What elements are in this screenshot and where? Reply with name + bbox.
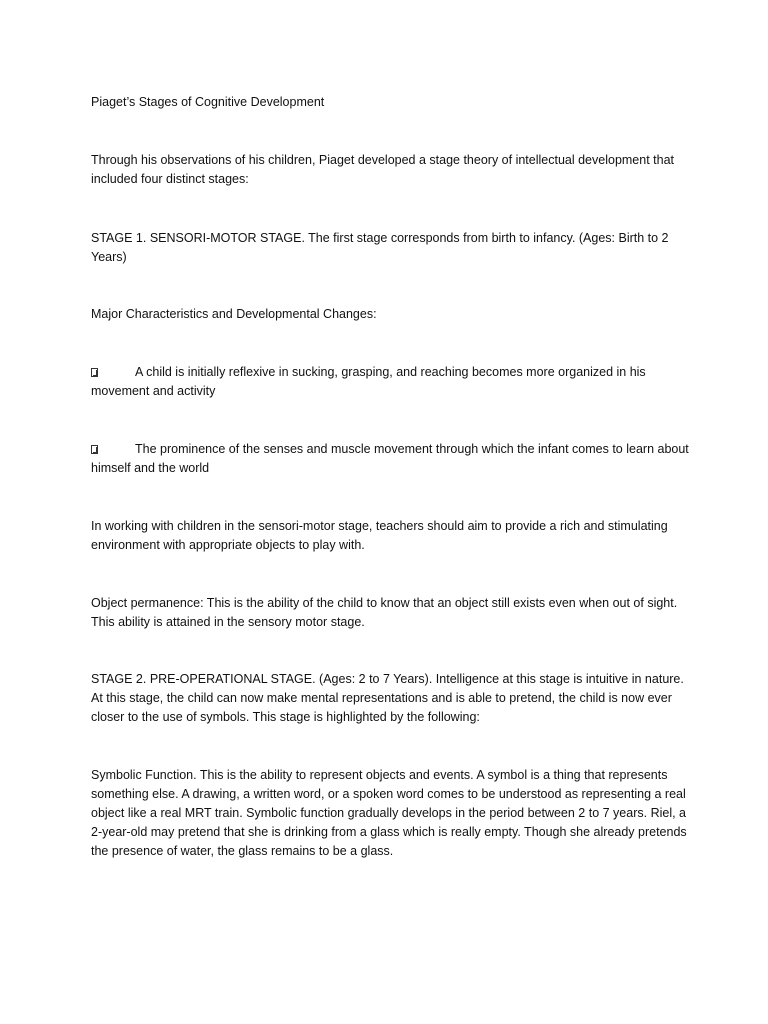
bullet-item-1-text: A child is initially reflexive in sucking, grasping, and reaching becomes more organized in his movement and activity bbox=[91, 365, 646, 398]
unknown-glyph-icon bbox=[91, 368, 98, 377]
document-title: Piaget’s Stages of Cognitive Development bbox=[91, 95, 325, 109]
unknown-glyph-icon bbox=[91, 445, 98, 454]
bullet-item-1 bbox=[91, 363, 691, 401]
bullet-item-2-text: The prominence of the senses and muscle movement through which the infant comes to learn about himself and the world bbox=[91, 442, 689, 475]
symbolic-function-paragraph: Symbolic Function. This is the ability to represent objects and events. A symbol is a thing that represents something else. A drawing, a written word, or a spoken word comes to be understood as representing a real object like a real MRT train. Symbolic function gradually develops in the period between 2 to 7 years. Riel, a 2-year-old may pretend that she is drinking from a glass which is really empty. Though she already pretends the presence of water, the glass remains to be a glass. bbox=[91, 768, 687, 858]
bullet-item-2 bbox=[91, 440, 691, 478]
intro-paragraph: Through his observations of his children, Piaget developed a stage theory of intellectual development that included four distinct stages: bbox=[91, 153, 675, 186]
stage2-paragraph: STAGE 2. PRE-OPERATIONAL STAGE. (Ages: 2 to 7 Years). Intelligence at this stage is intuitive in nature. At this stage, the child can now make mental representations and is able to pretend, the child is now ever closer to the use of symbols. This stage is highlighted by the following: bbox=[91, 672, 684, 724]
teachers-paragraph: In working with children in the sensori-motor stage, teachers should aim to provide a rich and stimulating environment with appropriate objects to play with. bbox=[91, 519, 668, 552]
stage1-heading: STAGE 1. SENSORI-MOTOR STAGE. The first stage corresponds from birth to infancy. (Ages: Birth to 2 Years) bbox=[91, 231, 669, 264]
object-permanence-paragraph: Object permanence: This is the ability of the child to know that an object still exists even when out of sight. This ability is attained in the sensory motor stage. bbox=[91, 596, 678, 629]
major-characteristics-heading: Major Characteristics and Developmental Changes: bbox=[91, 307, 377, 321]
